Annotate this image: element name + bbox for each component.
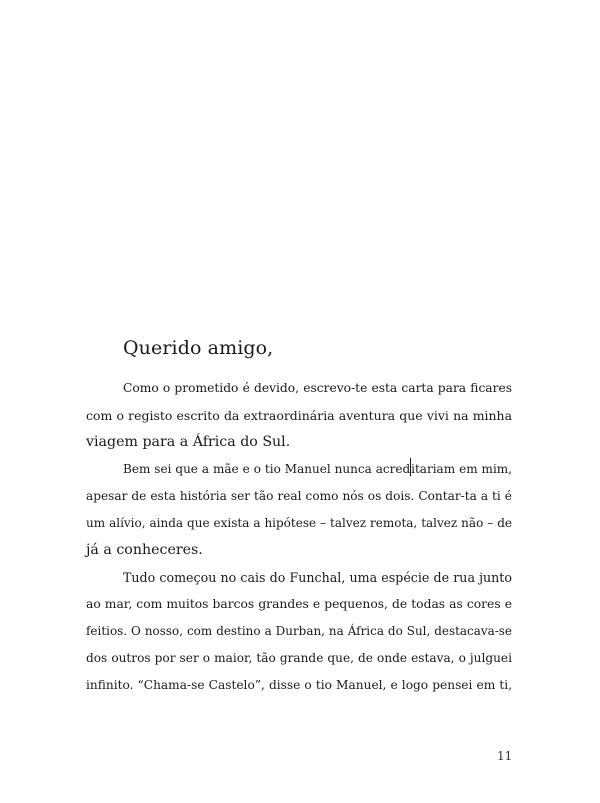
paragraph-2-line-3: um alívio, ainda que exista a hipótese – talvez remota, talvez não – de — [86, 516, 512, 530]
paragraph-2-line-1[interactable] — [86, 456, 512, 483]
paragraph-1-line-1: Como o prometido é devido, escrevo-te esta carta para ficares — [123, 381, 512, 395]
paragraph-3-line-2: ao mar, com muitos barcos grandes e pequenos, de todas as cores e — [86, 597, 512, 611]
letter-body — [86, 375, 512, 699]
paragraph-3-line-3: feitios. O nosso, com destino a Durban, na África do Sul, destacava-se — [86, 624, 512, 638]
cursor-line-text-before: Bem sei que a mãe e o tio Manuel nunca acred — [123, 462, 411, 476]
salutation-heading: Querido amigo, — [123, 337, 274, 359]
cursor-line-text-after: itariam em mim, — [411, 462, 512, 476]
paragraph-2-line-2: apesar de esta história ser tão real como nós os dois. Contar-ta a ti é — [86, 489, 512, 503]
paragraph-1-line-2: com o registo escrito da extraordinária aventura que vivi na minha — [86, 408, 512, 423]
page-number: 11 — [497, 749, 513, 763]
paragraph-1-line-3: viagem para a África do Sul. — [86, 434, 291, 450]
paragraph-3-line-4: dos outros por ser o maior, tão grande que, de onde estava, o julguei — [86, 651, 512, 665]
paragraph-3-line-1: Tudo começou no cais do Funchal, uma espécie de rua junto — [123, 570, 512, 585]
paragraph-3-line-5: infinito. “Chama-se Castelo”, disse o tio Manuel, e logo pensei em ti, — [86, 678, 512, 692]
paragraph-2-line-4: já a conheceres. — [86, 542, 203, 558]
